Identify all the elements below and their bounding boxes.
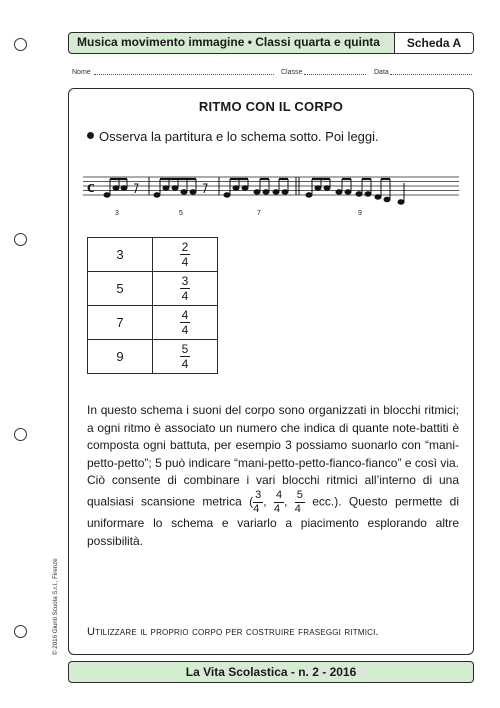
sheet-label: Scheda A — [394, 33, 473, 53]
fraction-denominator: 4 — [181, 357, 189, 371]
meter-cell — [153, 272, 218, 306]
paragraph-text: , — [263, 494, 274, 509]
binder-hole-bottom — [14, 625, 27, 638]
fraction-numerator: 3 — [181, 274, 189, 288]
instruction — [87, 129, 379, 144]
binder-hole-upper — [14, 233, 27, 246]
rhythm-score — [83, 171, 459, 221]
date-line[interactable] — [390, 74, 472, 75]
fraction-denominator: 4 — [253, 502, 260, 515]
beat-count-cell: 7 — [88, 306, 153, 340]
beat-count-cell: 3 — [88, 238, 153, 272]
beat-number: 7 — [257, 210, 261, 217]
footer-band: La Vita Scolastica - n. 2 - 2016 — [68, 661, 474, 683]
name-label: Nome — [72, 69, 91, 76]
measure-9 — [306, 179, 404, 204]
fraction-denominator: 4 — [181, 289, 189, 303]
copyright-notice: © 2016 Giunti Scuola S.r.l., Firenze — [52, 558, 59, 655]
fraction-numerator: 2 — [181, 240, 189, 254]
fraction-numerator: 5 — [296, 488, 303, 501]
exercise-card — [68, 88, 474, 655]
table-row — [88, 238, 218, 272]
beat-number: 3 — [115, 210, 119, 217]
meter-cell — [153, 340, 218, 374]
meter-fraction — [295, 490, 305, 515]
meter-fraction — [180, 309, 191, 336]
paragraph-text: , — [284, 494, 295, 509]
fraction-numerator: 4 — [275, 488, 283, 501]
rhythm-meter-table — [87, 237, 218, 374]
class-label: Classe — [281, 69, 303, 76]
fraction-numerator: 4 — [181, 308, 189, 322]
staff-lines — [83, 177, 459, 195]
explanation-paragraph — [87, 402, 459, 550]
fraction-denominator: 4 — [273, 502, 281, 515]
common-time-icon: c — [87, 177, 95, 196]
meter-fraction — [253, 490, 263, 515]
meter-fraction — [180, 275, 191, 302]
binder-hole-top — [14, 38, 27, 51]
beat-number: 9 — [358, 210, 362, 217]
meter-cell — [153, 306, 218, 340]
paragraph-text: In questo schema i suoni del corpo sono organizzati in blocchi ritmici; a ogni ritmo è associato un numero che indica di quante note-battiti è composta ogni battuta, per esempio 3 possiamo suonarlo con “mani-petto-petto”; 5 può indicare “mani-petto-petto-fianco-fianco” e così via. Ciò consente di combinare i vari blocchi ritmici all’interno di una qualsiasi scansione metrica ( — [87, 403, 459, 509]
binder-hole-lower — [14, 428, 27, 441]
exercise-title: RITMO CON IL CORPO — [198, 99, 344, 114]
meter-cell — [153, 238, 218, 272]
paragraph-text: ecc.). Questo permette di uniformare lo schema e variarlo a piacimento esplorando altre possibilità. — [87, 494, 459, 548]
fraction-denominator: 4 — [294, 502, 301, 515]
task-instruction: Utilizzare il proprio corpo per costruire fraseggi ritmici. — [87, 626, 379, 638]
date-label: Data — [374, 69, 389, 76]
table-row — [88, 272, 218, 306]
header-title: Musica movimento immagine • Classi quarta e quinta — [77, 35, 380, 49]
meter-fraction — [180, 343, 191, 370]
beat-count-cell: 5 — [88, 272, 153, 306]
fraction-denominator: 4 — [181, 255, 189, 269]
instruction-text: Osserva la partitura e lo schema sotto. Poi leggi. — [99, 129, 379, 144]
header-band — [68, 32, 474, 54]
beat-number: 5 — [179, 210, 183, 217]
class-line[interactable] — [304, 74, 366, 75]
table-row — [88, 340, 218, 374]
fraction-numerator: 3 — [255, 488, 262, 501]
bullet-icon — [87, 132, 94, 139]
fraction-denominator: 4 — [181, 323, 189, 337]
beat-count-cell: 9 — [88, 340, 153, 374]
table-row — [88, 306, 218, 340]
fraction-numerator: 5 — [181, 342, 189, 356]
meter-fraction — [274, 490, 284, 515]
meter-fraction — [180, 241, 191, 268]
name-line[interactable] — [94, 74, 274, 75]
